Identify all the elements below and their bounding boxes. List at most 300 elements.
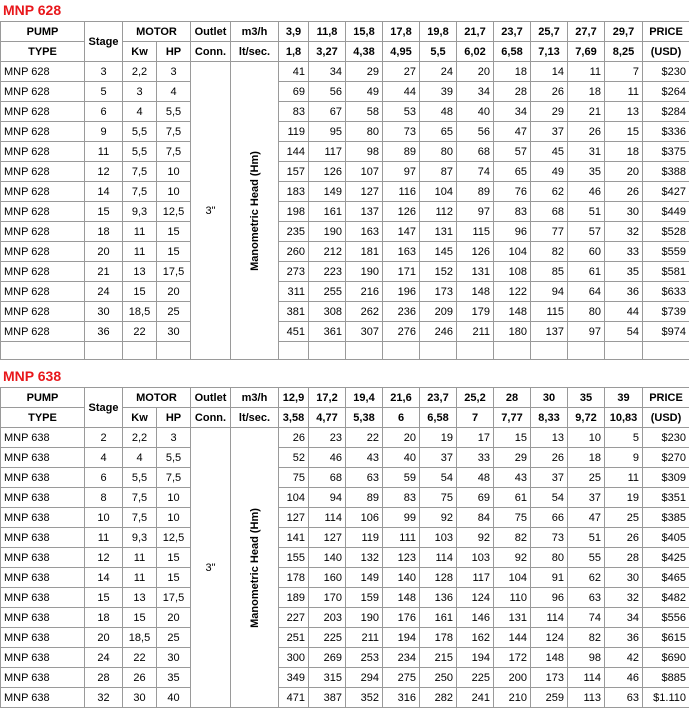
flow-m3h-value: 35 bbox=[568, 388, 605, 408]
kw-cell: 7,5 bbox=[123, 508, 157, 528]
flow-lts-value: 10,83 bbox=[605, 408, 643, 428]
flow-m3h-value: 11,8 bbox=[309, 22, 346, 42]
head-value-cell: 146 bbox=[457, 608, 494, 628]
head-value-cell: 141 bbox=[279, 528, 309, 548]
head-value-cell: 352 bbox=[346, 688, 383, 708]
head-value-cell: 83 bbox=[494, 202, 531, 222]
head-value-cell: 69 bbox=[457, 488, 494, 508]
stage-cell: 8 bbox=[85, 488, 123, 508]
pump-type-header-line2: TYPE bbox=[1, 408, 85, 428]
table-row bbox=[1, 508, 689, 528]
empty-cell bbox=[309, 342, 346, 360]
manometric-head-label: Manometric Head (Hm) bbox=[249, 508, 261, 628]
pump-type-cell: MNP 628 bbox=[1, 282, 85, 302]
table-row bbox=[1, 628, 689, 648]
head-value-cell: 131 bbox=[457, 262, 494, 282]
head-value-cell: 96 bbox=[494, 222, 531, 242]
head-value-cell: 160 bbox=[309, 568, 346, 588]
stage-cell: 32 bbox=[85, 688, 123, 708]
head-value-cell: 45 bbox=[531, 142, 568, 162]
head-value-cell: 234 bbox=[383, 648, 420, 668]
head-value-cell: 59 bbox=[383, 468, 420, 488]
hp-cell: 12,5 bbox=[157, 528, 191, 548]
pump-type-cell: MNP 628 bbox=[1, 182, 85, 202]
flow-m3h-value: 25,7 bbox=[531, 22, 568, 42]
head-value-cell: 148 bbox=[531, 648, 568, 668]
head-value-cell: 145 bbox=[420, 242, 457, 262]
kw-cell: 11 bbox=[123, 568, 157, 588]
kw-cell: 11 bbox=[123, 222, 157, 242]
price-header: PRICE bbox=[643, 22, 689, 42]
price-cell: $465 bbox=[643, 568, 689, 588]
hp-cell: 15 bbox=[157, 568, 191, 588]
head-value-cell: 73 bbox=[531, 528, 568, 548]
head-value-cell: 200 bbox=[494, 668, 531, 688]
head-value-cell: 163 bbox=[346, 222, 383, 242]
stage-cell: 5 bbox=[85, 82, 123, 102]
head-value-cell: 127 bbox=[346, 182, 383, 202]
head-value-cell: 131 bbox=[420, 222, 457, 242]
stage-cell: 20 bbox=[85, 242, 123, 262]
pump-type-header-line1: PUMP bbox=[1, 22, 85, 42]
stage-cell: 18 bbox=[85, 222, 123, 242]
head-value-cell: 95 bbox=[309, 122, 346, 142]
price-cell: $581 bbox=[643, 262, 689, 282]
head-value-cell: 11 bbox=[605, 468, 643, 488]
head-value-cell: 42 bbox=[605, 648, 643, 668]
head-value-cell: 89 bbox=[383, 142, 420, 162]
stage-cell: 30 bbox=[85, 302, 123, 322]
head-value-cell: 124 bbox=[457, 588, 494, 608]
head-value-cell: 55 bbox=[568, 548, 605, 568]
kw-cell: 4 bbox=[123, 448, 157, 468]
head-value-cell: 47 bbox=[568, 508, 605, 528]
head-value-cell: 66 bbox=[531, 508, 568, 528]
kw-cell: 2,2 bbox=[123, 428, 157, 448]
head-value-cell: 183 bbox=[279, 182, 309, 202]
head-value-cell: 210 bbox=[494, 688, 531, 708]
head-value-cell: 36 bbox=[605, 628, 643, 648]
head-value-cell: 170 bbox=[309, 588, 346, 608]
pump-performance-table bbox=[0, 387, 689, 708]
head-value-cell: 211 bbox=[457, 322, 494, 342]
kw-cell: 30 bbox=[123, 688, 157, 708]
head-value-cell: 97 bbox=[457, 202, 494, 222]
head-value-cell: 99 bbox=[383, 508, 420, 528]
head-value-cell: 282 bbox=[420, 688, 457, 708]
stage-cell: 14 bbox=[85, 568, 123, 588]
pump-type-cell: MNP 638 bbox=[1, 488, 85, 508]
head-value-cell: 211 bbox=[346, 628, 383, 648]
table-row bbox=[1, 648, 689, 668]
pump-type-cell: MNP 628 bbox=[1, 322, 85, 342]
price-cell: $633 bbox=[643, 282, 689, 302]
head-value-cell: 18 bbox=[605, 142, 643, 162]
flow-m3h-value: 39 bbox=[605, 388, 643, 408]
head-value-cell: 294 bbox=[346, 668, 383, 688]
head-value-cell: 27 bbox=[383, 62, 420, 82]
head-value-cell: 5 bbox=[605, 428, 643, 448]
pump-type-cell: MNP 628 bbox=[1, 142, 85, 162]
head-value-cell: 25 bbox=[605, 508, 643, 528]
empty-cell bbox=[123, 342, 157, 360]
hp-cell: 3 bbox=[157, 428, 191, 448]
head-value-cell: 94 bbox=[309, 488, 346, 508]
flow-m3h-value: 17,2 bbox=[309, 388, 346, 408]
stage-header: Stage bbox=[85, 388, 123, 428]
head-value-cell: 82 bbox=[568, 628, 605, 648]
kw-cell: 7,5 bbox=[123, 488, 157, 508]
head-value-cell: 97 bbox=[568, 322, 605, 342]
head-value-cell: 53 bbox=[383, 102, 420, 122]
head-value-cell: 215 bbox=[420, 648, 457, 668]
pump-type-cell: MNP 638 bbox=[1, 668, 85, 688]
pump-type-cell: MNP 638 bbox=[1, 628, 85, 648]
head-value-cell: 18 bbox=[494, 62, 531, 82]
table-row bbox=[1, 142, 689, 162]
head-value-cell: 140 bbox=[383, 568, 420, 588]
stage-cell: 14 bbox=[85, 182, 123, 202]
head-value-cell: 14 bbox=[531, 62, 568, 82]
head-value-cell: 98 bbox=[346, 142, 383, 162]
head-value-cell: 308 bbox=[309, 302, 346, 322]
pump-type-cell: MNP 638 bbox=[1, 548, 85, 568]
hp-cell: 12,5 bbox=[157, 202, 191, 222]
flow-lts-value: 7,13 bbox=[531, 42, 568, 62]
head-value-cell: 44 bbox=[383, 82, 420, 102]
head-value-cell: 241 bbox=[457, 688, 494, 708]
flow-lts-value: 9,72 bbox=[568, 408, 605, 428]
head-value-cell: 103 bbox=[457, 548, 494, 568]
price-cell: $559 bbox=[643, 242, 689, 262]
head-value-cell: 89 bbox=[457, 182, 494, 202]
stage-cell: 18 bbox=[85, 608, 123, 628]
head-value-cell: 47 bbox=[494, 122, 531, 142]
empty-row bbox=[1, 342, 689, 360]
flow-lts-value: 6 bbox=[383, 408, 420, 428]
head-value-cell: 178 bbox=[420, 628, 457, 648]
pump-type-cell: MNP 628 bbox=[1, 222, 85, 242]
head-value-cell: 80 bbox=[420, 142, 457, 162]
head-value-cell: 97 bbox=[383, 162, 420, 182]
head-value-cell: 56 bbox=[309, 82, 346, 102]
flow-lts-value: 6,58 bbox=[420, 408, 457, 428]
hp-cell: 4 bbox=[157, 82, 191, 102]
price-header: PRICE bbox=[643, 388, 689, 408]
head-value-cell: 85 bbox=[531, 262, 568, 282]
hp-header: HP bbox=[157, 42, 191, 62]
empty-cell bbox=[568, 342, 605, 360]
head-value-cell: 34 bbox=[457, 82, 494, 102]
kw-cell: 13 bbox=[123, 262, 157, 282]
flow-m3h-value: 21,7 bbox=[457, 22, 494, 42]
flow-lts-value: 7 bbox=[457, 408, 494, 428]
flow-m3h-label: m3/h bbox=[231, 22, 279, 42]
head-value-cell: 246 bbox=[420, 322, 457, 342]
head-value-cell: 39 bbox=[420, 82, 457, 102]
head-value-cell: 33 bbox=[605, 242, 643, 262]
head-value-cell: 13 bbox=[605, 102, 643, 122]
head-value-cell: 114 bbox=[309, 508, 346, 528]
head-value-cell: 128 bbox=[420, 568, 457, 588]
head-value-cell: 46 bbox=[568, 182, 605, 202]
table-row bbox=[1, 122, 689, 142]
head-value-cell: 92 bbox=[420, 508, 457, 528]
empty-cell bbox=[346, 342, 383, 360]
head-value-cell: 60 bbox=[568, 242, 605, 262]
head-value-cell: 37 bbox=[420, 448, 457, 468]
head-value-cell: 104 bbox=[420, 182, 457, 202]
pump-type-header-line1: PUMP bbox=[1, 388, 85, 408]
price-cell: $388 bbox=[643, 162, 689, 182]
pump-type-cell: MNP 628 bbox=[1, 62, 85, 82]
pump-type-cell: MNP 638 bbox=[1, 528, 85, 548]
empty-cell bbox=[1, 342, 85, 360]
kw-cell: 5,5 bbox=[123, 468, 157, 488]
head-value-cell: 32 bbox=[605, 222, 643, 242]
head-value-cell: 20 bbox=[605, 162, 643, 182]
pump-type-cell: MNP 638 bbox=[1, 568, 85, 588]
head-value-cell: 82 bbox=[494, 528, 531, 548]
table-row bbox=[1, 82, 689, 102]
flow-m3h-value: 17,8 bbox=[383, 22, 420, 42]
hp-cell: 7,5 bbox=[157, 142, 191, 162]
head-value-cell: 30 bbox=[605, 202, 643, 222]
head-value-cell: 269 bbox=[309, 648, 346, 668]
head-value-cell: 43 bbox=[346, 448, 383, 468]
head-value-cell: 137 bbox=[531, 322, 568, 342]
head-value-cell: 64 bbox=[568, 282, 605, 302]
head-value-cell: 87 bbox=[420, 162, 457, 182]
price-cell: $449 bbox=[643, 202, 689, 222]
flow-m3h-value: 23,7 bbox=[494, 22, 531, 42]
head-value-cell: 117 bbox=[457, 568, 494, 588]
head-value-cell: 126 bbox=[309, 162, 346, 182]
price-cell: $528 bbox=[643, 222, 689, 242]
table-row bbox=[1, 568, 689, 588]
head-value-cell: 117 bbox=[309, 142, 346, 162]
head-value-cell: 18 bbox=[568, 448, 605, 468]
pump-type-cell: MNP 638 bbox=[1, 428, 85, 448]
stage-cell: 3 bbox=[85, 62, 123, 82]
kw-cell: 3 bbox=[123, 82, 157, 102]
head-value-cell: 361 bbox=[309, 322, 346, 342]
pump-type-cell: MNP 628 bbox=[1, 302, 85, 322]
flow-m3h-value: 19,4 bbox=[346, 388, 383, 408]
head-value-cell: 115 bbox=[531, 302, 568, 322]
head-value-cell: 20 bbox=[457, 62, 494, 82]
head-value-cell: 96 bbox=[531, 588, 568, 608]
head-value-cell: 98 bbox=[568, 648, 605, 668]
head-value-cell: 216 bbox=[346, 282, 383, 302]
head-value-cell: 36 bbox=[605, 282, 643, 302]
kw-cell: 15 bbox=[123, 608, 157, 628]
head-value-cell: 190 bbox=[346, 262, 383, 282]
flow-lts-value: 4,95 bbox=[383, 42, 420, 62]
head-value-cell: 15 bbox=[605, 122, 643, 142]
pump-type-cell: MNP 638 bbox=[1, 608, 85, 628]
head-value-cell: 235 bbox=[279, 222, 309, 242]
head-value-cell: 113 bbox=[568, 688, 605, 708]
head-value-cell: 75 bbox=[494, 508, 531, 528]
head-value-cell: 253 bbox=[346, 648, 383, 668]
stage-cell: 4 bbox=[85, 448, 123, 468]
head-value-cell: 34 bbox=[309, 62, 346, 82]
head-value-cell: 104 bbox=[494, 242, 531, 262]
head-value-cell: 75 bbox=[420, 488, 457, 508]
head-value-cell: 104 bbox=[494, 568, 531, 588]
head-value-cell: 251 bbox=[279, 628, 309, 648]
empty-cell bbox=[157, 342, 191, 360]
stage-header: Stage bbox=[85, 22, 123, 62]
pump-type-cell: MNP 638 bbox=[1, 448, 85, 468]
table-row bbox=[1, 608, 689, 628]
head-value-cell: 136 bbox=[420, 588, 457, 608]
price-cell: $264 bbox=[643, 82, 689, 102]
head-value-cell: 37 bbox=[568, 488, 605, 508]
section-title: MNP 638 bbox=[0, 366, 689, 387]
head-value-cell: 144 bbox=[494, 628, 531, 648]
motor-header: MOTOR bbox=[123, 22, 191, 42]
head-value-cell: 180 bbox=[494, 322, 531, 342]
head-value-cell: 152 bbox=[420, 262, 457, 282]
head-value-cell: 74 bbox=[457, 162, 494, 182]
head-value-cell: 149 bbox=[309, 182, 346, 202]
kw-cell: 18,5 bbox=[123, 628, 157, 648]
head-value-cell: 54 bbox=[420, 468, 457, 488]
pump-type-cell: MNP 628 bbox=[1, 102, 85, 122]
section-title: MNP 628 bbox=[0, 0, 689, 21]
head-value-cell: 76 bbox=[494, 182, 531, 202]
head-value-cell: 69 bbox=[279, 82, 309, 102]
head-value-cell: 23 bbox=[309, 428, 346, 448]
hp-cell: 15 bbox=[157, 548, 191, 568]
head-value-cell: 61 bbox=[568, 262, 605, 282]
hp-cell: 17,5 bbox=[157, 588, 191, 608]
kw-cell: 18,5 bbox=[123, 302, 157, 322]
stage-cell: 11 bbox=[85, 528, 123, 548]
kw-cell: 7,5 bbox=[123, 182, 157, 202]
head-value-cell: 106 bbox=[346, 508, 383, 528]
head-value-cell: 131 bbox=[494, 608, 531, 628]
head-value-cell: 62 bbox=[568, 568, 605, 588]
table-row bbox=[1, 102, 689, 122]
head-value-cell: 103 bbox=[420, 528, 457, 548]
price-cell: $405 bbox=[643, 528, 689, 548]
head-value-cell: 307 bbox=[346, 322, 383, 342]
head-value-cell: 115 bbox=[457, 222, 494, 242]
table-row bbox=[1, 448, 689, 468]
head-value-cell: 124 bbox=[531, 628, 568, 648]
head-value-cell: 162 bbox=[457, 628, 494, 648]
head-value-cell: 159 bbox=[346, 588, 383, 608]
price-cell: $1.110 bbox=[643, 688, 689, 708]
hp-cell: 10 bbox=[157, 488, 191, 508]
head-value-cell: 451 bbox=[279, 322, 309, 342]
kw-cell: 26 bbox=[123, 668, 157, 688]
table-row bbox=[1, 588, 689, 608]
head-value-cell: 73 bbox=[383, 122, 420, 142]
table-row bbox=[1, 282, 689, 302]
head-value-cell: 77 bbox=[531, 222, 568, 242]
stage-cell: 12 bbox=[85, 548, 123, 568]
head-value-cell: 94 bbox=[531, 282, 568, 302]
stage-cell: 28 bbox=[85, 668, 123, 688]
head-value-cell: 25 bbox=[568, 468, 605, 488]
kw-cell: 11 bbox=[123, 548, 157, 568]
flow-lts-value: 4,77 bbox=[309, 408, 346, 428]
hp-cell: 7,5 bbox=[157, 468, 191, 488]
flow-m3h-value: 12,9 bbox=[279, 388, 309, 408]
pump-type-cell: MNP 638 bbox=[1, 588, 85, 608]
head-value-cell: 149 bbox=[346, 568, 383, 588]
head-value-cell: 18 bbox=[568, 82, 605, 102]
flow-m3h-value: 3,9 bbox=[279, 22, 309, 42]
head-value-cell: 89 bbox=[346, 488, 383, 508]
head-value-cell: 82 bbox=[531, 242, 568, 262]
head-value-cell: 173 bbox=[531, 668, 568, 688]
head-value-cell: 19 bbox=[420, 428, 457, 448]
head-value-cell: 65 bbox=[494, 162, 531, 182]
pump-type-cell: MNP 638 bbox=[1, 468, 85, 488]
flow-m3h-value: 23,7 bbox=[420, 388, 457, 408]
head-value-cell: 259 bbox=[531, 688, 568, 708]
head-value-cell: 52 bbox=[279, 448, 309, 468]
head-value-cell: 144 bbox=[279, 142, 309, 162]
kw-cell: 5,5 bbox=[123, 142, 157, 162]
head-value-cell: 33 bbox=[457, 448, 494, 468]
kw-cell: 22 bbox=[123, 322, 157, 342]
head-value-cell: 203 bbox=[309, 608, 346, 628]
head-value-cell: 223 bbox=[309, 262, 346, 282]
flow-lts-value: 7,69 bbox=[568, 42, 605, 62]
head-value-cell: 21 bbox=[568, 102, 605, 122]
head-value-cell: 31 bbox=[568, 142, 605, 162]
head-value-cell: 28 bbox=[605, 548, 643, 568]
head-value-cell: 196 bbox=[383, 282, 420, 302]
head-value-cell: 13 bbox=[531, 428, 568, 448]
head-value-cell: 209 bbox=[420, 302, 457, 322]
head-value-cell: 189 bbox=[279, 588, 309, 608]
head-value-cell: 316 bbox=[383, 688, 420, 708]
pump-type-cell: MNP 628 bbox=[1, 242, 85, 262]
head-value-cell: 225 bbox=[309, 628, 346, 648]
flow-lts-value: 1,8 bbox=[279, 42, 309, 62]
hp-cell: 15 bbox=[157, 242, 191, 262]
head-value-cell: 381 bbox=[279, 302, 309, 322]
price-cell: $284 bbox=[643, 102, 689, 122]
kw-cell: 7,5 bbox=[123, 162, 157, 182]
head-value-cell: 104 bbox=[279, 488, 309, 508]
flow-m3h-value: 15,8 bbox=[346, 22, 383, 42]
pump-type-cell: MNP 638 bbox=[1, 688, 85, 708]
head-value-cell: 35 bbox=[568, 162, 605, 182]
price-cell: $309 bbox=[643, 468, 689, 488]
head-value-cell: 140 bbox=[309, 548, 346, 568]
head-value-cell: 58 bbox=[346, 102, 383, 122]
empty-cell bbox=[494, 342, 531, 360]
head-value-cell: 30 bbox=[605, 568, 643, 588]
kw-header: Kw bbox=[123, 408, 157, 428]
price-cell: $336 bbox=[643, 122, 689, 142]
head-value-cell: 80 bbox=[568, 302, 605, 322]
price-cell: $230 bbox=[643, 428, 689, 448]
table-row bbox=[1, 302, 689, 322]
hp-cell: 15 bbox=[157, 222, 191, 242]
head-value-cell: 108 bbox=[494, 262, 531, 282]
table-row bbox=[1, 182, 689, 202]
head-value-cell: 161 bbox=[420, 608, 457, 628]
